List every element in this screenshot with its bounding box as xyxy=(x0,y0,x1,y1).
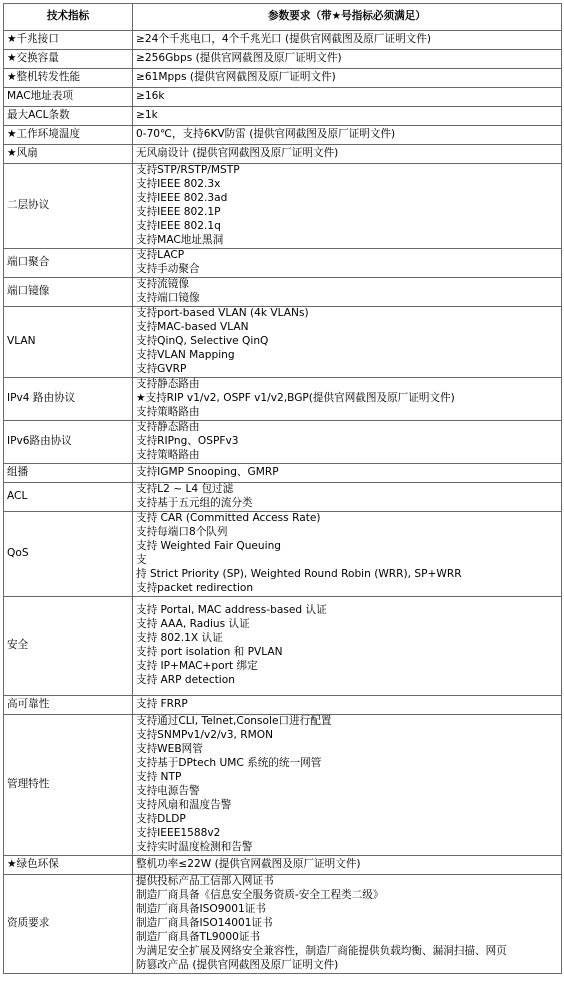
spec-requirement xyxy=(133,464,562,483)
requirement-line: 支持IEEE 802.1q xyxy=(136,219,221,232)
requirement-line: 支持IGMP Snooping、GMRP xyxy=(136,466,279,479)
spec-requirement xyxy=(133,249,562,278)
spec-row xyxy=(4,50,562,69)
spec-name: 资质要求 xyxy=(4,875,133,974)
spec-row xyxy=(4,107,562,126)
spec-name: 端口镜像 xyxy=(4,278,133,307)
spec-row xyxy=(4,378,562,421)
spec-row xyxy=(4,597,562,696)
requirement-line: 支持IEEE 802.1P xyxy=(136,206,221,218)
spec-name: 组播 xyxy=(4,464,133,483)
spec-name: ★整机转发性能 xyxy=(4,69,133,88)
requirement-line: 无风扇设计 (提供官网截图及原厂证明文件) xyxy=(136,147,339,160)
spec-row xyxy=(4,512,562,597)
requirement-line: 支持packet redirection xyxy=(136,581,254,594)
requirement-line: 支持基于DPtech UMC 系统的统一网管 xyxy=(136,757,322,770)
spec-row xyxy=(4,164,562,249)
spec-row xyxy=(4,483,562,512)
requirement-line: 支持SNMPv1/v2/v3, RMON xyxy=(136,729,274,742)
spec-name: ★工作环境温度 xyxy=(4,126,133,145)
spec-name: IPv6路由协议 xyxy=(4,421,133,464)
requirement-line: 制造厂商具备TL9000证书 xyxy=(136,930,261,943)
requirement-line: 支持RIPng、OSPFv3 xyxy=(136,435,239,448)
spec-requirement xyxy=(133,88,562,107)
requirement-line: 为满足安全扩展及网络安全兼容性，制造厂商能提供负载均衡、漏洞扫描、网页 xyxy=(136,944,507,957)
spec-name: 管理特性 xyxy=(4,715,133,856)
requirement-line: 制造厂商具备《信息安全服务资质-安全工程类二级》 xyxy=(136,889,384,902)
requirement-line: 支持 port isolation 和 PVLAN xyxy=(136,646,283,658)
requirement-line: ≥256Gbps (提供官网截图及原厂证明文件) xyxy=(136,52,342,65)
spec-row xyxy=(4,249,562,278)
requirement-line: 支持IEEE1588v2 xyxy=(136,826,221,839)
spec-requirement xyxy=(133,696,562,715)
requirement-line: 支持每端口8个队列 xyxy=(136,526,228,539)
spec-row xyxy=(4,278,562,307)
spec-requirement xyxy=(133,512,562,597)
requirement-line: 支持STP/RSTP/MSTP xyxy=(136,164,240,177)
spec-name: ★交换容量 xyxy=(4,50,133,69)
spec-row xyxy=(4,696,562,715)
requirement-line: 支 xyxy=(136,554,147,566)
requirement-line: 支持 CAR (Committed Access Rate) xyxy=(136,512,321,525)
spec-requirement xyxy=(133,164,562,249)
spec-name: 最大ACL条数 xyxy=(4,107,133,126)
requirement-line: ★支持RIP v1/v2, OSPF v1/v2,BGP(提供官网截图及原厂证明文件) xyxy=(136,392,455,405)
requirement-line: 支持实时温度检测和告警 xyxy=(136,840,253,853)
spec-requirement xyxy=(133,875,562,974)
spec-requirement xyxy=(133,715,562,856)
requirement-line: 支持静态路由 xyxy=(136,378,200,391)
requirement-line: 支持静态路由 xyxy=(136,421,200,434)
requirement-line: 支持MAC地址黑洞 xyxy=(136,233,224,246)
requirement-line: 支持基于五元组的流分类 xyxy=(136,497,253,509)
requirement-line: 提供投标产品工信部入网证书 xyxy=(136,875,274,888)
requirement-line: 支持策略路由 xyxy=(136,405,200,418)
spec-name: 二层协议 xyxy=(4,164,133,249)
requirement-line: 支持策略路由 xyxy=(136,448,200,461)
spec-row xyxy=(4,145,562,164)
requirement-line: 支持流镜像 xyxy=(136,278,189,291)
spec-name: MAC地址表项 xyxy=(4,88,133,107)
requirement-line: 支持QinQ, Selective QinQ xyxy=(136,335,269,348)
spec-name: 高可靠性 xyxy=(4,696,133,715)
requirement-line: ≥61Mpps (提供官网截图及原厂证明文件) xyxy=(136,71,336,84)
requirement-line: 防篡改产品 (提供官网截图及原厂证明文件) xyxy=(136,958,339,971)
spec-name: ACL xyxy=(4,483,133,512)
spec-requirement xyxy=(133,307,562,378)
requirement-line: 支持端口镜像 xyxy=(136,292,200,304)
requirement-line: 支持IEEE 802.3ad xyxy=(136,192,228,205)
spec-requirement xyxy=(133,145,562,164)
requirement-line: 整机功率≤22W (提供官网截图及原厂证明文件) xyxy=(136,858,361,871)
requirement-line: 持 Strict Priority (SP), Weighted Round Robin (WRR), SP+WRR xyxy=(136,567,462,580)
spec-row xyxy=(4,88,562,107)
spec-requirement xyxy=(133,597,562,696)
header-requirements: 参数要求（带★号指标必须满足） xyxy=(133,4,562,31)
requirement-line: 支持VLAN Mapping xyxy=(136,348,235,361)
requirement-line: 支持通过CLI, Telnet,Console口进行配置 xyxy=(136,715,332,728)
spec-row xyxy=(4,875,562,974)
spec-requirement xyxy=(133,421,562,464)
spec-requirement xyxy=(133,278,562,307)
spec-row xyxy=(4,856,562,875)
requirement-line: 支持L2 ~ L4 包过滤 xyxy=(136,483,234,496)
requirement-line: 支持MAC-based VLAN xyxy=(136,321,249,334)
requirement-line: 支持手动聚合 xyxy=(136,263,200,275)
spec-row xyxy=(4,126,562,145)
spec-name: ★风扇 xyxy=(4,145,133,164)
spec-row xyxy=(4,421,562,464)
spec-name: QoS xyxy=(4,512,133,597)
requirement-line: 支持 NTP xyxy=(136,771,182,784)
spec-requirement xyxy=(133,107,562,126)
requirement-line: 支持风扇和温度告警 xyxy=(136,798,232,811)
requirement-line: 支持 IP+MAC+port 绑定 xyxy=(136,659,258,672)
requirement-line: 支持DLDP xyxy=(136,812,186,825)
spec-name: ★千兆接口 xyxy=(4,31,133,50)
spec-name: IPv4 路由协议 xyxy=(4,378,133,421)
requirement-line: 支持port-based VLAN (4k VLANs) xyxy=(136,307,309,320)
requirement-line: 支持 FRRP xyxy=(136,698,188,711)
spec-row xyxy=(4,31,562,50)
spec-name: ★绿色环保 xyxy=(4,856,133,875)
requirement-line: 支持IEEE 802.3x xyxy=(136,178,221,191)
spec-requirement xyxy=(133,69,562,88)
requirement-line: 支持WEB网管 xyxy=(136,743,203,756)
spec-row xyxy=(4,307,562,378)
spec-requirement xyxy=(133,483,562,512)
spec-requirement xyxy=(133,126,562,145)
spec-requirement xyxy=(133,856,562,875)
requirement-line: 支持 Weighted Fair Queuing xyxy=(136,540,282,553)
requirement-line: 支持 ARP detection xyxy=(136,673,235,686)
header-spec-name: 技术指标 xyxy=(4,4,133,31)
spec-name: VLAN xyxy=(4,307,133,378)
spec-requirement xyxy=(133,50,562,69)
spec-row xyxy=(4,464,562,483)
requirement-line: 制造厂商具备ISO9001证书 xyxy=(136,903,266,916)
spec-requirement xyxy=(133,378,562,421)
spec-row xyxy=(4,69,562,88)
requirement-line: 支持LACP xyxy=(136,249,185,262)
requirement-line: ≥24个千兆电口，4个千兆光口 (提供官网截图及原厂证明文件) xyxy=(136,33,431,46)
spec-name: 端口聚合 xyxy=(4,249,133,278)
requirement-line: 制造厂商具备ISO14001证书 xyxy=(136,917,273,930)
requirement-line: 支持GVRP xyxy=(136,362,187,375)
spec-requirement xyxy=(133,31,562,50)
spec-name: 安全 xyxy=(4,597,133,696)
spec-row xyxy=(4,715,562,856)
requirement-line: 0-70℃，支持6KV防雷 (提供官网截图及原厂证明文件) xyxy=(136,128,396,141)
requirement-line: 支持 802.1X 认证 xyxy=(136,632,223,645)
requirement-line: 支持电源告警 xyxy=(136,785,200,797)
header-row xyxy=(4,4,562,31)
requirement-line: 支持 AAA, Radius 认证 xyxy=(136,618,250,631)
requirement-line: 支持 Portal, MAC address-based 认证 xyxy=(136,604,327,617)
requirement-line: ≥1k xyxy=(136,109,158,122)
spec-table xyxy=(3,3,562,974)
requirement-line: ≥16k xyxy=(136,90,165,103)
